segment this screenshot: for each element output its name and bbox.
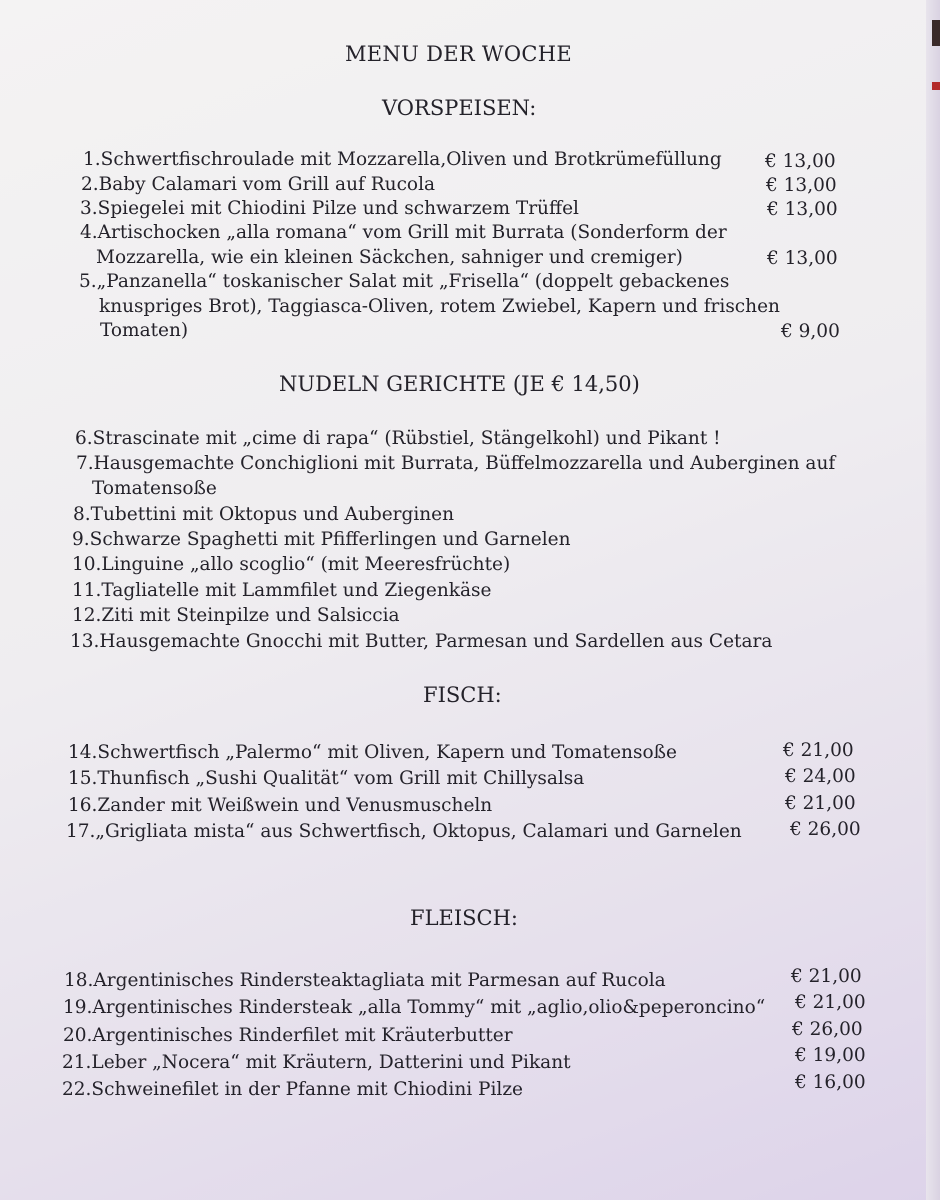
- menu-item-22: 22.Schweinefilet in der Pfanne mit Chiodini Pilze: [62, 1079, 524, 1100]
- menu-item-4-price: € 13,00: [767, 248, 838, 269]
- menu-item-5-line-2: knuspriges Brot), Taggiasca-Oliven, rotem Zwiebel, Kapern und frischen: [99, 296, 780, 317]
- section-heading-fleisch: FLEISCH:: [410, 906, 518, 930]
- menu-item-4-line-1: 4.Artischocken „alla romana“ vom Grill mit Burrata (Sonderform der: [80, 222, 727, 243]
- menu-item-14: 14.Schwertfisch „Palermo“ mit Oliven, Kapern und Tomatensoße: [68, 742, 677, 763]
- menu-item-4-line-2: Mozzarella, wie ein kleinen Säckchen, sahniger und cremiger): [96, 247, 683, 268]
- menu-item-16: 16.Zander mit Weißwein und Venusmuscheln: [68, 795, 493, 816]
- menu-item-10: 10.Linguine „allo scoglio“ (mit Meeresfrüchte): [72, 554, 511, 575]
- menu-item-2: 2.Baby Calamari vom Grill auf Rucola: [81, 174, 436, 195]
- menu-item-9: 9.Schwarze Spaghetti mit Pfifferlingen und Garnelen: [72, 529, 571, 550]
- section-heading-nudeln: NUDELN GERICHTE (JE € 14,50): [279, 372, 640, 396]
- menu-item-7-line-1: 7.Hausgemachte Conchiglioni mit Burrata, Büffelmozzarella und Auberginen auf: [76, 453, 836, 474]
- menu-item-2-price: € 13,00: [766, 175, 837, 196]
- edge-mark: [932, 82, 940, 90]
- menu-item-19: 19.Argentinisches Rindersteak „alla Tommy“ mit „aglio,olio&peperoncino“: [63, 997, 766, 1018]
- menu-item-15-price: € 24,00: [785, 766, 856, 787]
- edge-mark: [932, 20, 940, 46]
- menu-item-16-price: € 21,00: [785, 793, 856, 814]
- section-heading-vorspeisen: VORSPEISEN:: [382, 96, 537, 120]
- menu-item-13: 13.Hausgemachte Gnocchi mit Butter, Parmesan und Sardellen aus Cetara: [70, 631, 773, 652]
- menu-item-14-price: € 21,00: [783, 740, 854, 761]
- menu-item-15: 15.Thunfisch „Sushi Qualität“ vom Grill mit Chillysalsa: [68, 768, 585, 789]
- menu-item-19-price: € 21,00: [795, 992, 866, 1013]
- menu-item-5-line-3: Tomaten): [100, 320, 189, 341]
- menu-item-11: 11.Tagliatelle mit Lammfilet und Ziegenkäse: [72, 580, 492, 601]
- menu-item-3-price: € 13,00: [767, 199, 838, 220]
- menu-item-8: 8.Tubettini mit Oktopus und Auberginen: [73, 504, 455, 525]
- menu-item-20-price: € 26,00: [792, 1019, 863, 1040]
- menu-item-1: 1.Schwertfischroulade mit Mozzarella,Oliven und Brotkrümefüllung: [83, 149, 722, 170]
- menu-item-20: 20.Argentinisches Rinderfilet mit Kräuterbutter: [63, 1025, 513, 1046]
- menu-item-12: 12.Ziti mit Steinpilze und Salsiccia: [72, 605, 400, 626]
- menu-item-21: 21.Leber „Nocera“ mit Kräutern, Datterini und Pikant: [62, 1052, 571, 1073]
- menu-item-18: 18.Argentinisches Rindersteaktagliata mit Parmesan auf Rucola: [64, 970, 666, 991]
- menu-item-22-price: € 16,00: [795, 1072, 866, 1093]
- menu-item-5-price: € 9,00: [781, 321, 840, 342]
- menu-item-17: 17.„Grigliata mista“ aus Schwertfisch, Oktopus, Calamari und Garnelen: [66, 821, 742, 842]
- menu-item-18-price: € 21,00: [791, 966, 862, 987]
- menu-item-6: 6.Strascinate mit „cime di rapa“ (Rübstiel, Stängelkohl) und Pikant !: [75, 428, 721, 449]
- section-heading-fisch: FISCH:: [423, 683, 502, 707]
- menu-item-21-price: € 19,00: [795, 1045, 866, 1066]
- menu-item-3: 3.Spiegelei mit Chiodini Pilze und schwarzem Trüffel: [80, 198, 579, 219]
- page-edge: [926, 0, 940, 1200]
- menu-item-5-line-1: 5.„Panzanella“ toskanischer Salat mit „Frisella“ (doppelt gebackenes: [79, 271, 730, 292]
- menu-item-17-price: € 26,00: [790, 819, 861, 840]
- menu-title: MENU DER WOCHE: [345, 42, 572, 66]
- menu-item-7-line-2: Tomatensoße: [92, 478, 217, 499]
- menu-item-1-price: € 13,00: [765, 151, 836, 172]
